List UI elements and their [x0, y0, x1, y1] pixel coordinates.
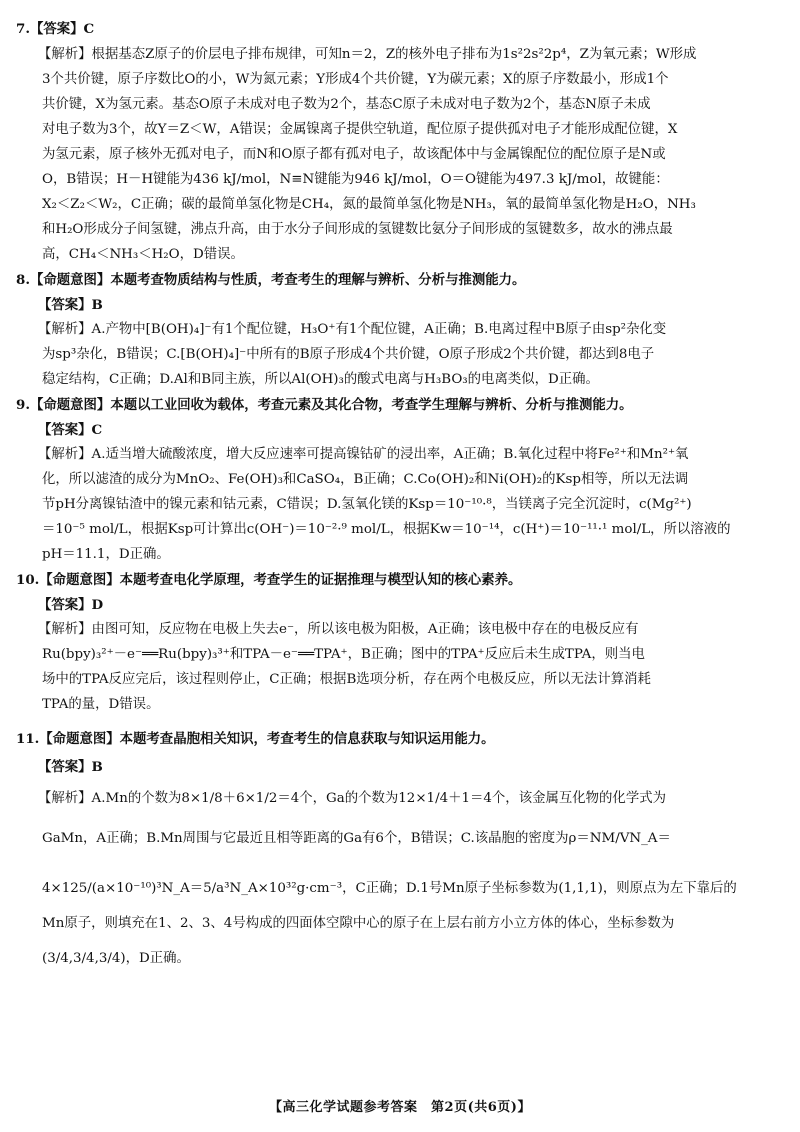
q10-analysis-line: TPA的量，D错误。 — [42, 697, 160, 712]
q10-analysis-line: Ru(bpy)₃²⁺－e⁻══Ru(bpy)₃³⁺和TPA－e⁻══TPA⁺，B正确；图中的TPA⁺反应后未生成TPA，则当电 — [42, 647, 645, 662]
q11-answer: 【答案】B — [38, 759, 103, 775]
q10-answer: 【答案】D — [38, 597, 104, 613]
q9-answer: 【答案】C — [38, 422, 103, 438]
q8-analysis-line: 【解析】A.产物中[B(OH)₄]⁻有1个配位键，H₃O⁺有1个配位键，A正确；B.电离过程中B原子由sp²杂化变 — [38, 322, 667, 337]
q7-analysis-line: 和H₂O形成分子间氢键，沸点升高，由于水分子间形成的氢键数比氨分子间形成的氢键数多，故水的沸点最 — [42, 222, 673, 237]
q7-analysis-line: 为氢元素，原子核外无孤对电子，而N和O原子都有孤对电子，故该配体中与金属镍配位的配位原子是N或 — [42, 147, 666, 162]
q10-analysis-line: 场中的TPA反应完后，该过程则停止，C正确；根据B选项分析，存在两个电极反应，所以无法计算消耗 — [42, 672, 651, 687]
q7-analysis-line: 3个共价键，原子序数比O的小，W为氮元素；Y形成4个共价键，Y为碳元素；X的原子序数最小，形成1个 — [42, 72, 669, 87]
q8-analysis-line: 为sp³杂化，B错误；C.[B(OH)₄]⁻中所有的B原子形成4个共价键，O原子形成2个共价键，都达到8电子 — [42, 347, 655, 362]
q11-intent-head: 11.【命题意图】本题考查晶胞相关知识，考查考生的信息获取与知识运用能力。 — [16, 731, 495, 747]
q7-analysis-line: 【解析】根据基态Z原子的价层电子排布规律，可知n＝2，Z的核外电子排布为1s²2s²2p⁴，Z为氧元素；W形成 — [38, 47, 697, 62]
q11-analysis-line: (3/4,3/4,3/4)，D正确。 — [42, 951, 190, 966]
q8-answer: 【答案】B — [38, 297, 103, 313]
q8-intent-head: 8.【命题意图】本题考查物质结构与性质，考查考生的理解与辨析、分析与推测能力。 — [16, 272, 526, 288]
page-footer: 【高三化学试题参考答案 第2页(共6页)】 — [269, 1100, 531, 1115]
q7-analysis-line: O，B错误；H－H键能为436 kJ/mol，N≡N键能为946 kJ/mol，O＝O键能为497.3 kJ/mol，故键能： — [42, 172, 669, 187]
q11-analysis-line: 4×125/(a×10⁻¹⁰)³N_A＝5/a³N_A×10³²g·cm⁻³，C正确；D.1号Mn原子坐标参数为(1,1,1)，则原点为左下靠后的 — [42, 881, 737, 896]
q10-analysis-line: 【解析】由图可知，反应物在电极上失去e⁻，所以该电极为阳极，A正确；该电极中存在的电极反应有 — [38, 622, 639, 637]
q8-analysis-line: 稳定结构，C正确；D.Al和B同主族，所以Al(OH)₃的酸式电离与H₃BO₃的电离类似，D正确。 — [42, 372, 599, 387]
q10-intent-head: 10.【命题意图】本题考查电化学原理，考查学生的证据推理与模型认知的核心素养。 — [16, 572, 522, 588]
q7-analysis-line: 对电子数为3个，故Y＝Z＜W，A错误；金属镍离子提供空轨道，配位原子提供孤对电子才能形成配位键，X — [42, 122, 678, 137]
q11-analysis-line: GaMn，A正确；B.Mn周围与它最近且相等距离的Ga有6个，B错误；C.该晶胞的密度为ρ＝NM/VN_A＝ — [42, 831, 671, 846]
q11-analysis-line: 【解析】A.Mn的个数为8×1/8＋6×1/2＝4个，Ga的个数为12×1/4＋1＝4个，该金属互化物的化学式为 — [38, 791, 666, 806]
q7-analysis-line: X₂＜Z₂＜W₂，C正确；碳的最简单氢化物是CH₄，氮的最简单氢化物是NH₃，氧的最简单氢化物是H₂O，NH₃ — [42, 197, 696, 212]
q9-analysis-line: pH＝11.1，D正确。 — [42, 547, 170, 562]
q9-analysis-line: 化，所以滤渣的成分为MnO₂、Fe(OH)₃和CaSO₄，B正确；C.Co(OH)₂和Ni(OH)₂的Ksp相等，所以无法调 — [42, 472, 689, 487]
q9-intent-head: 9.【命题意图】本题以工业回收为载体，考查元素及其化合物，考查学生理解与辨析、分析与推测能力。 — [16, 397, 633, 413]
q9-analysis-line: ＝10⁻⁵ mol/L，根据Ksp可计算出c(OH⁻)＝10⁻²·⁹ mol/L，根据Kw＝10⁻¹⁴，c(H⁺)＝10⁻¹¹·¹ mol/L，所以溶液的 — [42, 522, 731, 537]
q7-answer-head: 7.【答案】C — [16, 21, 95, 37]
q9-analysis-line: 【解析】A.适当增大硫酸浓度，增大反应速率可提高镍钴矿的浸出率，A正确；B.氧化过程中将Fe²⁺和Mn²⁺氧 — [38, 447, 689, 462]
q9-analysis-line: 节pH分离镍钴渣中的镍元素和钴元素，C错误；D.氢氧化镁的Ksp＝10⁻¹⁰·⁸，当镁离子完全沉淀时，c(Mg²⁺) — [42, 497, 692, 512]
q11-analysis-line: Mn原子，则填充在1、2、3、4号构成的四面体空隙中心的原子在上层右前方小立方体的体心，坐标参数为 — [42, 916, 675, 931]
q7-analysis-line: 共价键，X为氢元素。基态O原子未成对电子数为2个，基态C原子未成对电子数为2个，基态N原子未成 — [42, 97, 651, 112]
q7-analysis-line: 高，CH₄＜NH₃＜H₂O，D错误。 — [42, 247, 244, 262]
